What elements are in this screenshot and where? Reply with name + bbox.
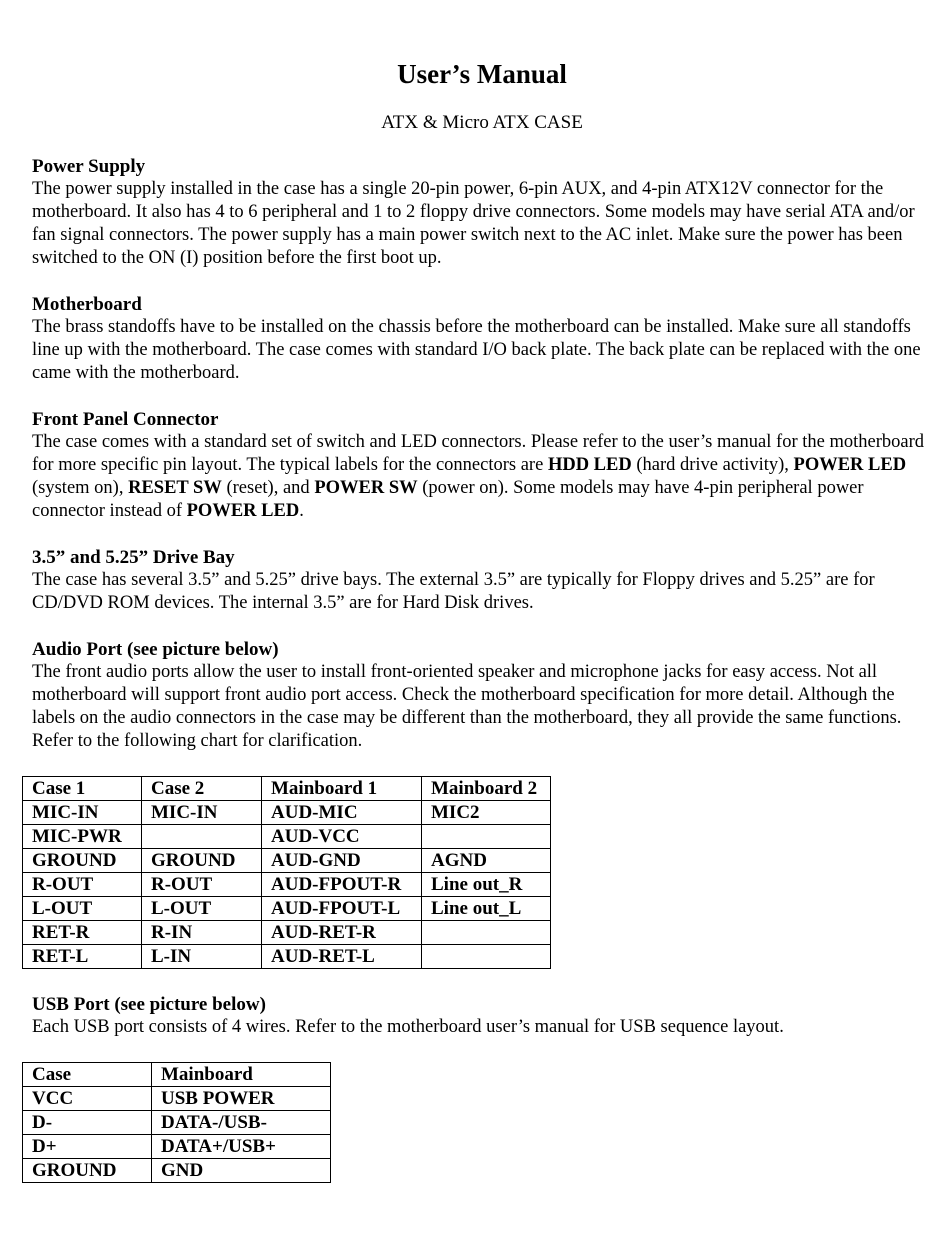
connector-label: POWER SW [314, 478, 418, 498]
table-row [23, 1111, 331, 1135]
table-cell: MIC-IN [23, 801, 142, 825]
table-cell: L-OUT [142, 897, 262, 921]
table-cell: Line out_R [422, 873, 551, 897]
section-heading: Front Panel Connector [32, 409, 219, 430]
table-cell: RET-R [23, 921, 142, 945]
manual-page [32, 58, 932, 1183]
section-body: Each USB port consists of 4 wires. Refer to the motherboard user’s manual for USB sequence layout. [32, 1017, 784, 1037]
table-cell: GND [152, 1159, 331, 1183]
table-row [23, 1087, 331, 1111]
table-header-cell: Case 2 [142, 777, 262, 801]
table-cell: R-IN [142, 921, 262, 945]
table-header-row [23, 777, 551, 801]
table-cell: MIC-PWR [23, 825, 142, 849]
table-cell: L-OUT [23, 897, 142, 921]
table-row [23, 897, 551, 921]
table-header-cell: Mainboard [152, 1063, 331, 1087]
table-header-cell: Mainboard 2 [422, 777, 551, 801]
table-cell: Line out_L [422, 897, 551, 921]
table-row [23, 873, 551, 897]
body-text: (system on), [32, 478, 129, 498]
table-cell [422, 921, 551, 945]
section-heading: Motherboard [32, 294, 142, 315]
table-cell: RET-L [23, 945, 142, 969]
table-cell: AUD-VCC [262, 825, 422, 849]
page-title: User’s Manual [397, 59, 567, 89]
section-heading: 3.5” and 5.25” Drive Bay [32, 547, 235, 568]
table-row [23, 849, 551, 873]
audio-connector-table [22, 776, 551, 969]
table-header-cell: Mainboard 1 [262, 777, 422, 801]
table-cell: MIC-IN [142, 801, 262, 825]
table-cell: R-OUT [23, 873, 142, 897]
table-cell: DATA-/USB- [152, 1111, 331, 1135]
table-cell [422, 945, 551, 969]
section-drive-bay [32, 546, 932, 615]
table-row [23, 801, 551, 825]
section-power-supply [32, 155, 932, 270]
section-usb-port [32, 993, 932, 1039]
table-cell: MIC2 [422, 801, 551, 825]
table-row [23, 1135, 331, 1159]
table-cell: AUD-RET-R [262, 921, 422, 945]
section-body: The case has several 3.5” and 5.25” drive bays. The external 3.5” are typically for Floppy drives and 5.25” are for CD/DVD ROM devices. The internal 3.5” are for Hard Disk drives. [32, 570, 875, 613]
body-text: (reset), and [221, 478, 315, 498]
table-cell: VCC [23, 1087, 152, 1111]
table-header-row [23, 1063, 331, 1087]
table-cell: GROUND [23, 1159, 152, 1183]
table-cell: AUD-MIC [262, 801, 422, 825]
connector-label: HDD LED [547, 455, 632, 475]
page-subtitle: ATX & Micro ATX CASE [381, 112, 583, 133]
table-cell: AGND [422, 849, 551, 873]
table-cell: GROUND [23, 849, 142, 873]
body-text: The case comes with a standard set of switch and LED connectors. Please refer to the user’s manual for the motherboard for more specific pin layout. The typical labels for the connectors are [32, 432, 924, 475]
table-cell [142, 825, 262, 849]
section-heading: Power Supply [32, 156, 146, 177]
table-cell [422, 825, 551, 849]
table-cell: AUD-FPOUT-R [262, 873, 422, 897]
table-cell: D- [23, 1111, 152, 1135]
section-motherboard [32, 293, 932, 385]
table-cell: USB POWER [152, 1087, 331, 1111]
body-text: . [299, 501, 304, 521]
table-header-cell: Case [23, 1063, 152, 1087]
table-header-cell: Case 1 [23, 777, 142, 801]
connector-label: RESET SW [128, 478, 222, 498]
body-text: (power on). Some models may have 4-pin peripheral power connector instead of [32, 478, 864, 521]
section-body: The power supply installed in the case has a single 20-pin power, 6-pin AUX, and 4-pin ATX12V connector for the motherboard. It also has 4 to 6 peripheral and 1 to 2 floppy drive connectors. Some models may have serial ATA and/or fan signal connectors. The power supply has a main power switch next to the AC inlet. Make sure the power has been switched to the ON (I) position before the first boot up. [32, 179, 915, 268]
connector-label: POWER LED [793, 455, 907, 475]
body-text: (hard drive activity), [631, 455, 794, 475]
table-cell: GROUND [142, 849, 262, 873]
table-cell: D+ [23, 1135, 152, 1159]
table-cell: AUD-FPOUT-L [262, 897, 422, 921]
section-heading: Audio Port (see picture below) [32, 639, 279, 660]
table-cell: R-OUT [142, 873, 262, 897]
table-cell: DATA+/USB+ [152, 1135, 331, 1159]
section-body: The front audio ports allow the user to install front-oriented speaker and microphone jacks for easy access. Not all motherboard will support front audio port access. Check the motherboard specification for more detail. Although the labels on the audio connectors in the case may be different than the motherboard, they all provide the same functions. Refer to the following chart for clarification. [32, 662, 902, 751]
section-audio-port [32, 638, 932, 753]
usb-connector-table [22, 1062, 331, 1183]
section-body [32, 431, 932, 523]
table-cell: AUD-RET-L [262, 945, 422, 969]
section-body: The brass standoffs have to be installed on the chassis before the motherboard can be installed. Make sure all standoffs line up with the motherboard. The case comes with standard I/O back plate. The back plate can be replaced with the one came with the motherboard. [32, 317, 921, 383]
table-row [23, 945, 551, 969]
section-heading: USB Port (see picture below) [32, 994, 266, 1015]
table-cell: AUD-GND [262, 849, 422, 873]
section-front-panel [32, 408, 932, 523]
table-row [23, 825, 551, 849]
table-cell: L-IN [142, 945, 262, 969]
table-row [23, 921, 551, 945]
table-row [23, 1159, 331, 1183]
connector-label: POWER LED [186, 501, 300, 521]
